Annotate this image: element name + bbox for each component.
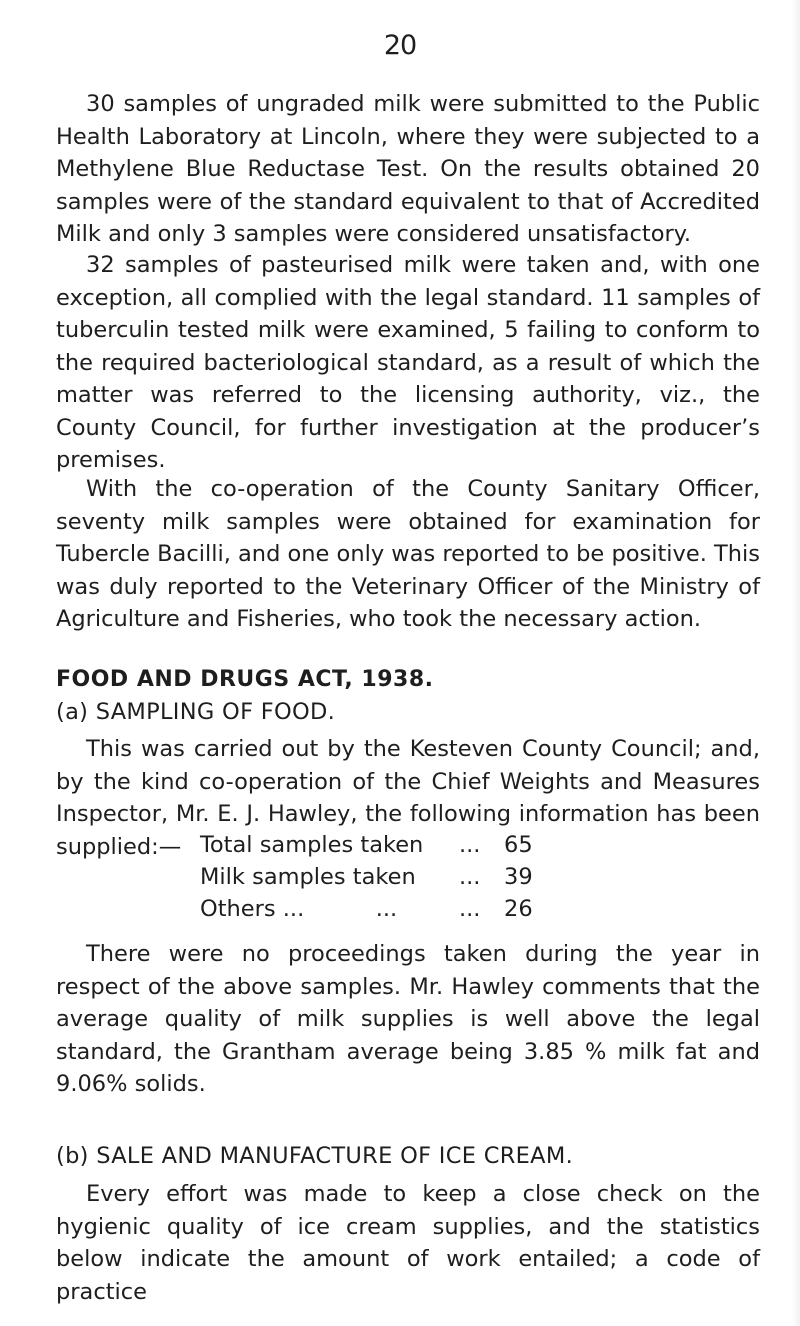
stat-value: 65 (504, 832, 533, 858)
stat-leader: ... (459, 864, 481, 890)
stat-value: 39 (504, 864, 533, 890)
stat-label: Milk samples taken (200, 864, 416, 890)
paragraph-ungraded-milk: 30 samples of ungraded milk were submitted to the Public Health Laboratory at Lincoln, where they were subjected to a Methylene Blue Reductase Test. On the results obtained 20 samples were of the standard equivalent to that of Accredited Milk and only 3 samples were considered unsatisfactory. (56, 91, 760, 247)
stat-value: 26 (504, 896, 533, 922)
table-row (200, 893, 564, 925)
page-number: 20 (383, 30, 417, 61)
stat-label: Total samples taken (200, 832, 424, 858)
table-row (200, 861, 564, 893)
subsection-b-intro: Every effort was made to keep a close check on the hygienic quality of ice cream supplies, and the statistics below indicate the amount of work entailed; a code of practice (56, 1181, 760, 1305)
paragraph-pasteurised-milk: 32 samples of pasteurised milk were taken and, with one exception, all complied with the legal standard. 11 samples of tuberculin tested milk were examined, 5 failing to conform to the required bacteriological standard, as a result of which the matter was referred to the licensing authority, viz., the County Council, for further investigation at the producer’s premises. (56, 252, 760, 473)
subsection-a-heading: (a) SAMPLING OF FOOD. (56, 699, 336, 725)
section-heading: FOOD AND DRUGS ACT, 1938. (56, 667, 434, 692)
page-edge-shadow (792, 0, 800, 1326)
subsection-a-comments: There were no proceedings taken during the year in respect of the above samples. Mr. Hawley comments that the average quality of milk supplies is well above the legal standard, the Grantham average being 3.85 % milk fat and 9.06% solids. (56, 941, 760, 1097)
paragraph-tubercle-bacilli: With the co-operation of the County Sanitary Officer, seventy milk samples were obtained for examination for Tubercle Bacilli, and one only was reported to be positive. This was duly reported to the Veterinary Officer of the Ministry of Agriculture and Fisheries, who took the necessary action. (56, 476, 760, 632)
subsection-a-intro: This was carried out by the Kesteven County Council; and, by the kind co-operation of the Chief Weights and Measures Inspector, Mr. E. J. Hawley, the following information has been supplied:— (56, 736, 760, 860)
table-row (200, 829, 564, 861)
samples-table (200, 829, 564, 925)
stat-label: Others ... ... (200, 896, 398, 922)
stat-leader: ... (459, 896, 481, 922)
stat-leader: ... (459, 832, 481, 858)
subsection-b-heading: (b) SALE AND MANUFACTURE OF ICE CREAM. (56, 1143, 574, 1169)
